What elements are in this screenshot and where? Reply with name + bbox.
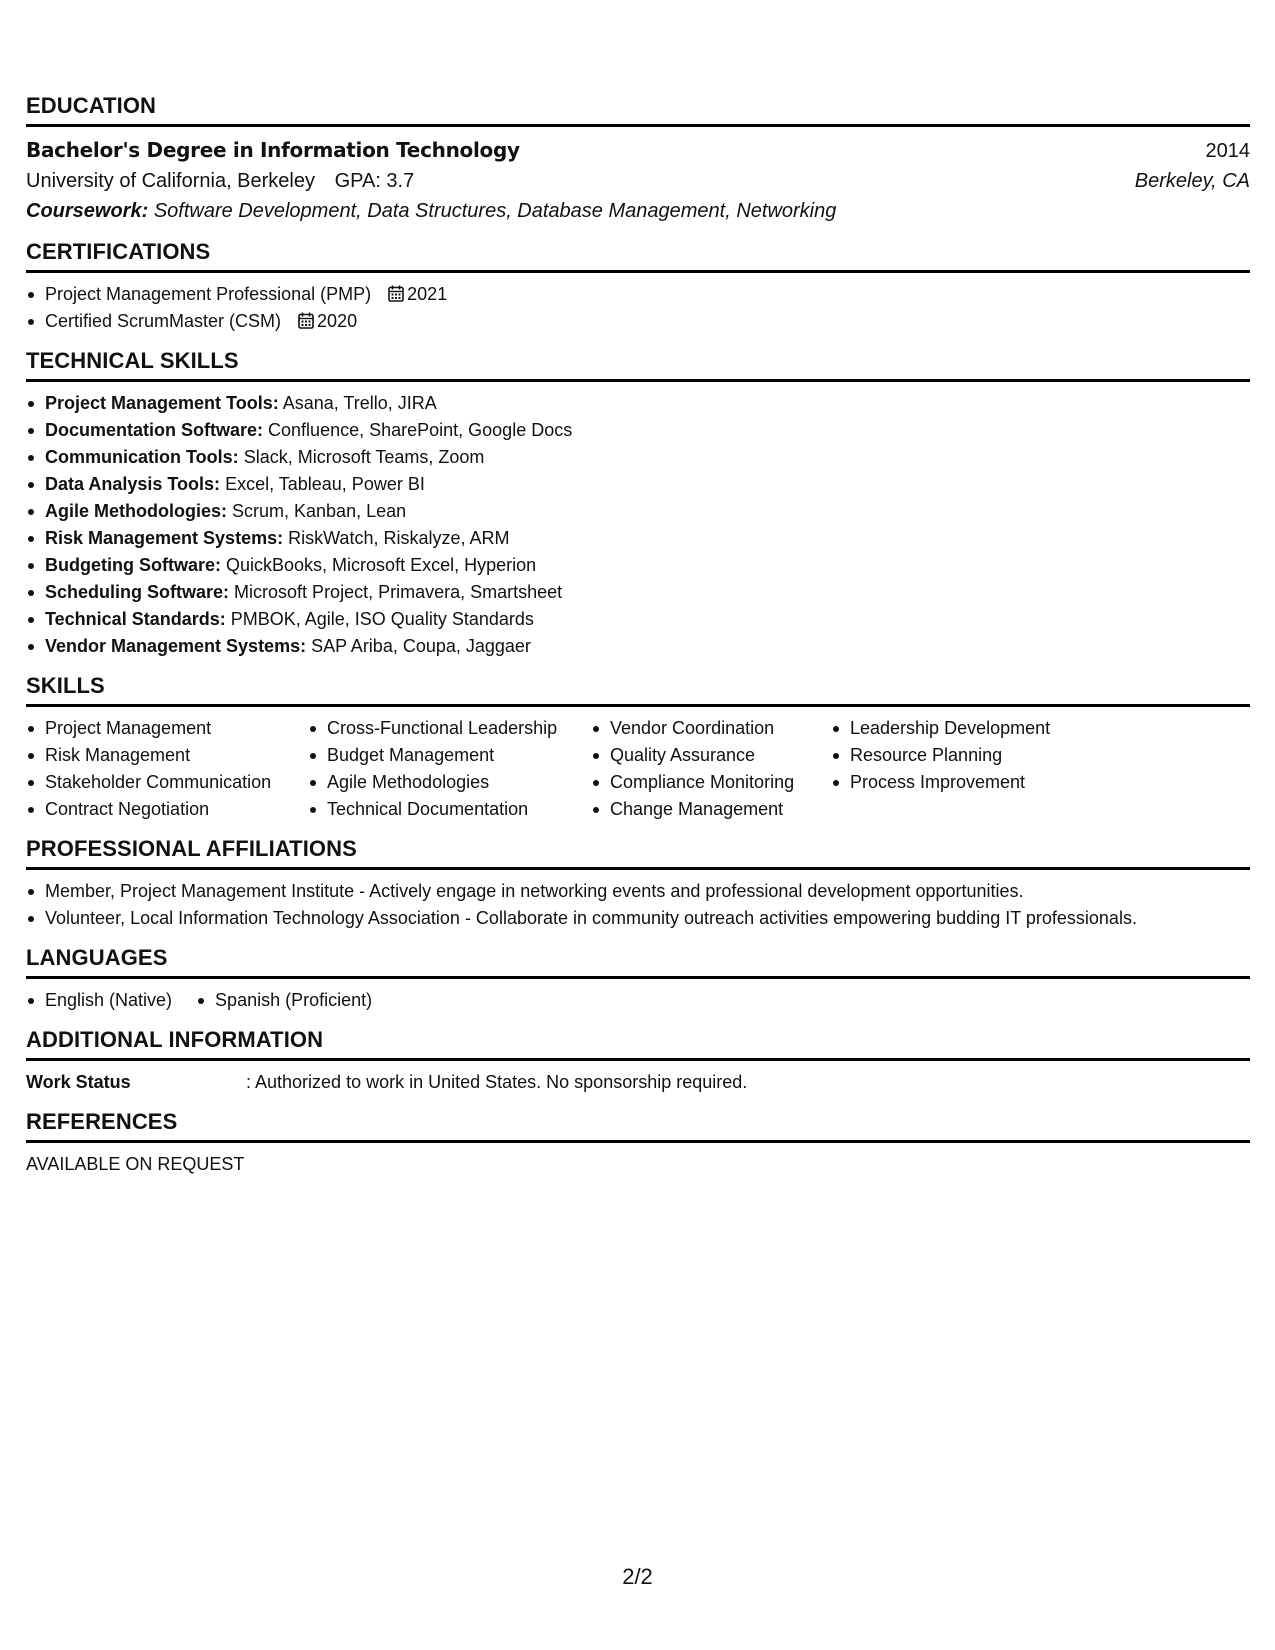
skill-category: Data Analysis Tools: <box>45 474 221 494</box>
list-item <box>26 606 1250 633</box>
coursework <box>26 196 1250 226</box>
list-item: Contract Negotiation <box>26 796 308 823</box>
school-line <box>26 166 414 196</box>
skill-values: Microsoft Project, Primavera, Smartsheet <box>234 582 563 602</box>
coursework-label: Coursework: <box>26 200 149 222</box>
certifications-list <box>26 281 1250 335</box>
technical-skills-list <box>26 390 1250 660</box>
section-title-languages: LANGUAGES <box>26 944 1250 979</box>
section-title-additional-info: ADDITIONAL INFORMATION <box>26 1026 1250 1061</box>
education-section <box>26 92 1250 226</box>
list-item: Process Improvement <box>831 769 1091 796</box>
skills-column <box>831 715 1091 823</box>
work-status-value: : Authorized to work in United States. No sponsorship required. <box>246 1072 748 1092</box>
page-number: 2/2 <box>622 1564 653 1589</box>
list-item: Cross-Functional Leadership <box>308 715 591 742</box>
list-item: Vendor Coordination <box>591 715 831 742</box>
skills-column <box>308 715 591 823</box>
section-title-technical-skills: TECHNICAL SKILLS <box>26 347 1250 382</box>
section-title-references: REFERENCES <box>26 1108 1250 1143</box>
skill-category: Documentation Software: <box>45 420 264 440</box>
section-title-skills: SKILLS <box>26 672 1250 707</box>
list-item: Technical Documentation <box>308 796 591 823</box>
list-item: Resource Planning <box>831 742 1091 769</box>
certifications-section <box>26 238 1250 335</box>
skills-section <box>26 672 1250 823</box>
degree: Bachelor's Degree in Information Technology <box>26 138 520 162</box>
gpa: GPA: 3.7 <box>334 170 415 192</box>
references-text: AVAILABLE ON REQUEST <box>26 1154 245 1174</box>
list-item <box>26 281 1250 308</box>
skills-column <box>26 715 308 823</box>
languages-section <box>26 944 1250 1014</box>
list-item <box>26 390 1250 417</box>
certification-year: 2021 <box>407 284 448 304</box>
skill-category: Vendor Management Systems: <box>45 636 307 656</box>
list-item <box>26 552 1250 579</box>
certification-date <box>388 284 447 304</box>
languages-list <box>26 987 1250 1014</box>
skill-values: Confluence, SharePoint, Google Docs <box>268 420 573 440</box>
skill-category: Scheduling Software: <box>45 582 230 602</box>
skill-category: Communication Tools: <box>45 447 239 467</box>
affiliations-section <box>26 835 1250 932</box>
skill-values: QuickBooks, Microsoft Excel, Hyperion <box>226 555 537 575</box>
list-item: Change Management <box>591 796 831 823</box>
skill-values: Asana, Trello, JIRA <box>282 393 437 413</box>
list-item: Quality Assurance <box>591 742 831 769</box>
list-item <box>26 444 1250 471</box>
skill-category: Agile Methodologies: <box>45 501 227 521</box>
list-item: Volunteer, Local Information Technology Association - Collaborate in community outreach activities empowering budding IT professionals. <box>26 905 1250 932</box>
section-title-certifications: CERTIFICATIONS <box>26 238 1250 273</box>
skill-values: PMBOK, Agile, ISO Quality Standards <box>230 609 534 629</box>
list-item: Risk Management <box>26 742 308 769</box>
list-item <box>26 308 1250 335</box>
resume-page-2 <box>26 92 1250 1190</box>
technical-skills-section <box>26 347 1250 660</box>
skill-category: Budgeting Software: <box>45 555 221 575</box>
list-item <box>26 525 1250 552</box>
skill-values: RiskWatch, Riskalyze, ARM <box>288 528 510 548</box>
skill-category: Risk Management Systems: <box>45 528 284 548</box>
list-item: Agile Methodologies <box>308 769 591 796</box>
calendar-icon <box>388 285 404 302</box>
list-item: Spanish (Proficient) <box>196 987 372 1014</box>
additional-info-section <box>26 1026 1250 1096</box>
skill-values: Slack, Microsoft Teams, Zoom <box>243 447 485 467</box>
skill-category: Project Management Tools: <box>45 393 279 413</box>
skill-values: Excel, Tableau, Power BI <box>225 474 425 494</box>
references-section <box>26 1108 1250 1178</box>
skills-column <box>591 715 831 823</box>
list-item <box>26 579 1250 606</box>
education-school-row <box>26 166 1250 196</box>
list-item <box>26 471 1250 498</box>
list-item: English (Native) <box>26 987 172 1014</box>
affiliations-list <box>26 878 1250 932</box>
skills-grid <box>26 715 1250 823</box>
skill-values: SAP Ariba, Coupa, Jaggaer <box>311 636 531 656</box>
list-item <box>26 417 1250 444</box>
education-degree-row <box>26 135 1250 166</box>
work-status-row <box>26 1069 1250 1096</box>
certification-name: Certified ScrumMaster (CSM) <box>45 311 282 331</box>
work-status-label: Work Status <box>26 1072 131 1092</box>
certification-name: Project Management Professional (PMP) <box>45 284 372 304</box>
school-name: University of California, Berkeley <box>26 170 315 192</box>
certification-date <box>298 311 357 331</box>
list-item: Project Management <box>26 715 308 742</box>
certification-year: 2020 <box>317 311 358 331</box>
section-title-affiliations: PROFESSIONAL AFFILIATIONS <box>26 835 1250 870</box>
skill-category: Technical Standards: <box>45 609 226 629</box>
list-item: Stakeholder Communication <box>26 769 308 796</box>
coursework-list: Software Development, Data Structures, Database Management, Networking <box>153 200 837 222</box>
school-location: Berkeley, CA <box>1134 170 1250 192</box>
section-title-education: EDUCATION <box>26 92 1250 127</box>
list-item <box>26 498 1250 525</box>
calendar-icon <box>298 312 314 329</box>
graduation-year: 2014 <box>1205 140 1250 162</box>
list-item: Leadership Development <box>831 715 1091 742</box>
skill-values: Scrum, Kanban, Lean <box>232 501 407 521</box>
list-item <box>26 633 1250 660</box>
list-item: Member, Project Management Institute - Actively engage in networking events and professional development opportunities. <box>26 878 1250 905</box>
list-item: Compliance Monitoring <box>591 769 831 796</box>
list-item: Budget Management <box>308 742 591 769</box>
